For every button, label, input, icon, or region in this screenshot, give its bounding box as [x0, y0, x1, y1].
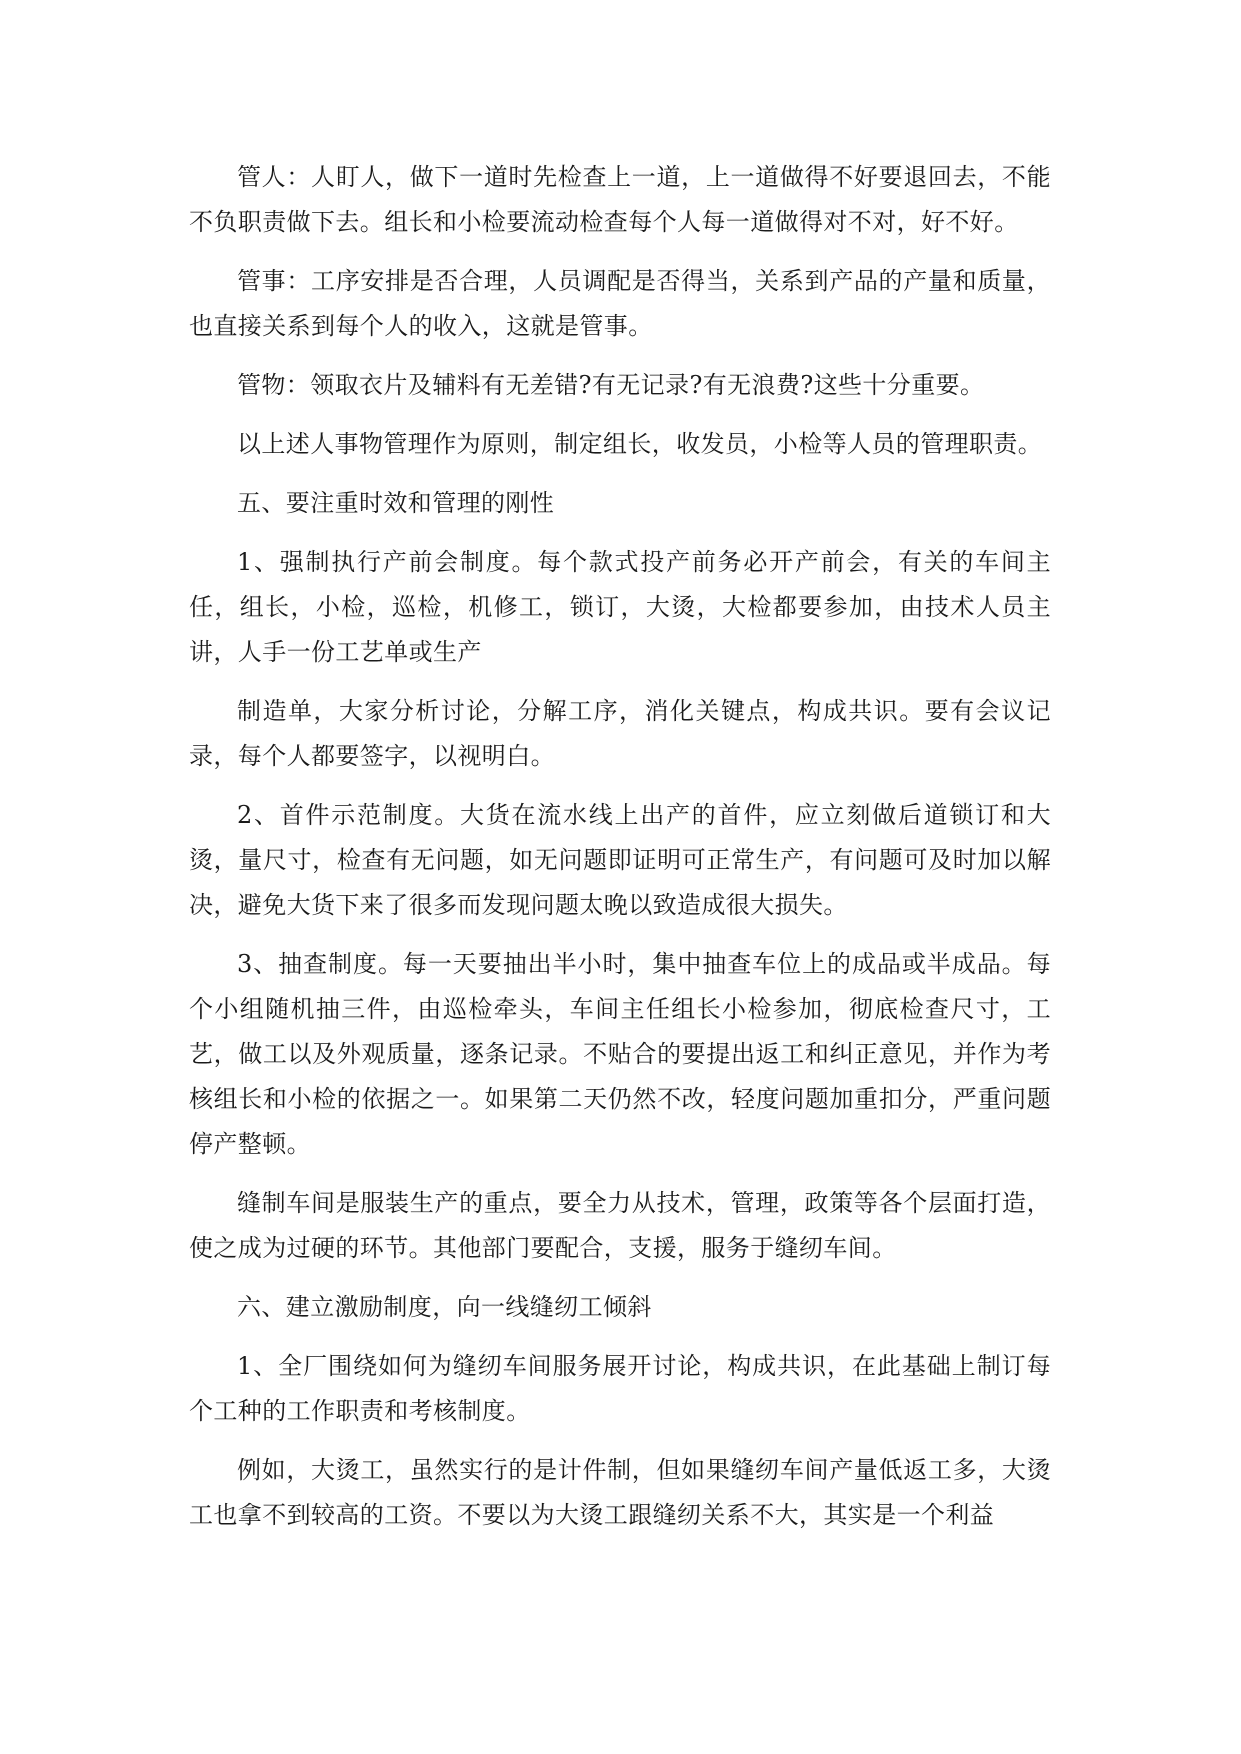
- paragraph-ironing-example: 例如，大烫工，虽然实行的是计件制，但如果缝纫车间产量低返工多，大烫工也拿不到较高的工资。不要以为大烫工跟缝纫关系不大，其实是一个利益: [189, 1456, 1051, 1529]
- paragraph-manage-affairs: 管事：工序安排是否合理，人员调配是否得当，关系到产品的产量和质量，也直接关系到每个人的收入，这就是管事。: [189, 267, 1051, 340]
- paragraph-sewing-workshop: 缝制车间是服装生产的重点，要全力从技术，管理，政策等各个层面打造，使之成为过硬的环节。其他部门要配合，支援，服务于缝纫车间。: [189, 1189, 1051, 1262]
- document-body: [189, 155, 1051, 1552]
- paragraph-manage-people: 管人：人盯人，做下一道时先检查上一道，上一道做得不好要退回去，不能不负职责做下去。组长和小检要流动检查每个人每一道做得对不对，好不好。: [189, 163, 1051, 236]
- paragraph-factory-discussion: 1、全厂围绕如何为缝纫车间服务展开讨论，构成共识，在此基础上制订每个工种的工作职责和考核制度。: [189, 1352, 1051, 1425]
- section-heading-six: 六、建立激励制度，向一线缝纫工倾斜: [237, 1293, 652, 1321]
- paragraph-management-duties: 以上述人事物管理作为原则，制定组长，收发员，小检等人员的管理职责。: [237, 430, 1043, 458]
- paragraph-preproduction-meeting: 1、强制执行产前会制度。每个款式投产前务必开产前会，有关的车间主任，组长，小检，巡检，机修工，锁订，大烫，大检都要参加，由技术人员主讲，人手一份工艺单或生产: [189, 548, 1051, 666]
- paragraph-spot-check: 3、抽查制度。每一天要抽出半小时，集中抽查车位上的成品或半成品。每个小组随机抽三件，由巡检牵头，车间主任组长小检参加，彻底检查尺寸，工艺，做工以及外观质量，逐条记录。不贴合的要提出返工和纠正意见，并作为考核组长和小检的依据之一。如果第二天仍然不改，轻度问题加重扣分，严重问题停产整顿。: [189, 950, 1051, 1158]
- paragraph-first-piece: 2、首件示范制度。大货在流水线上出产的首件，应立刻做后道锁订和大烫，量尺寸，检查有无问题，如无问题即证明可正常生产，有问题可及时加以解决，避免大货下来了很多而发现问题太晚以致造成很大损失。: [189, 801, 1051, 919]
- section-heading-five: 五、要注重时效和管理的刚性: [237, 489, 555, 517]
- paragraph-manufacturing-sheet: 制造单，大家分析讨论，分解工序，消化关键点，构成共识。要有会议记录，每个人都要签字，以视明白。: [189, 697, 1051, 770]
- paragraph-manage-materials: 管物：领取衣片及辅料有无差错?有无记录?有无浪费?这些十分重要。: [237, 371, 985, 399]
